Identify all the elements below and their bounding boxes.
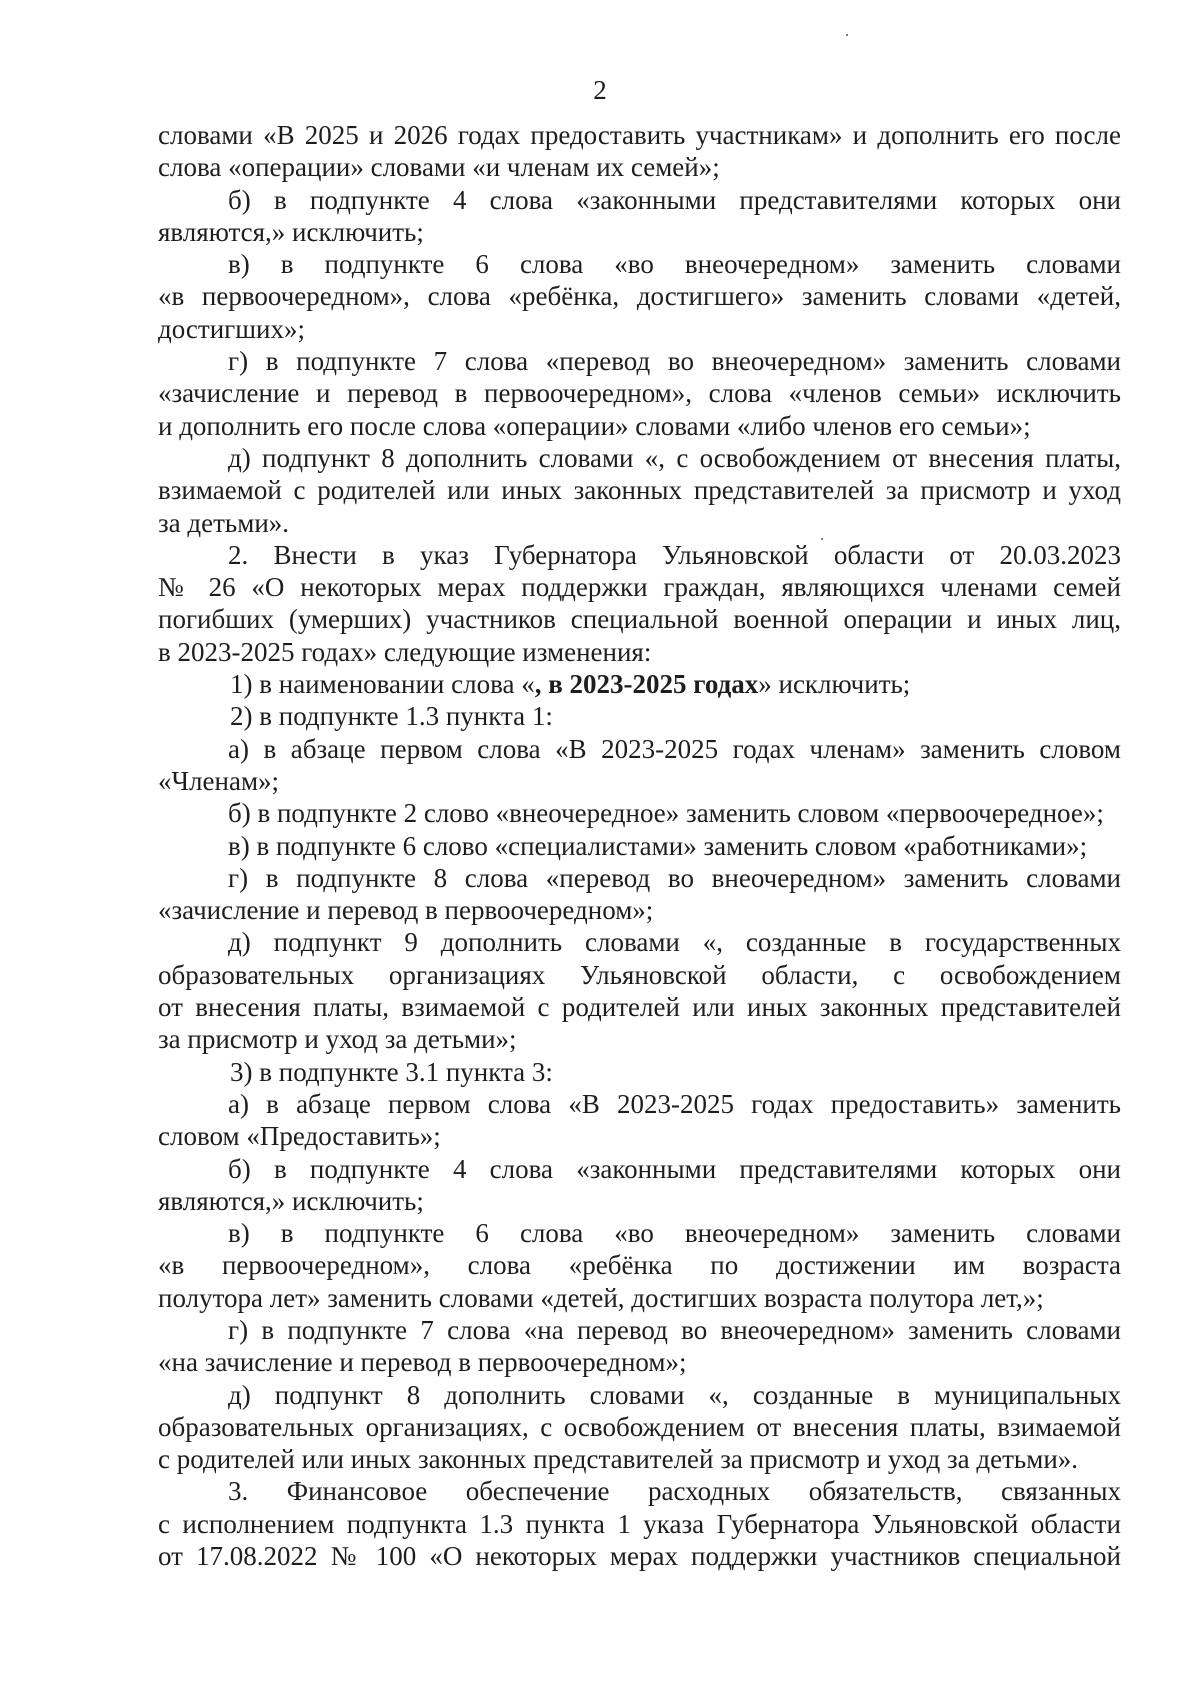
text-line: «Членам»; [158, 765, 280, 796]
text-line: б) в подпункте 2 слово «внеочередное» заменить словом «первоочередное»; [228, 798, 1104, 829]
text-line: слова «операции» словами «и членам их семей»; [158, 152, 720, 183]
text-line: а) в абзаце первом слова «В 2023-2025 годах членам» заменить словом [228, 733, 1121, 764]
text-line: 2) в подпункте 1.3 пункта 1: [230, 701, 553, 732]
text-line: д) подпункт 9 дополнить словами «, созданные в государственных [228, 927, 1121, 958]
text-line: погибших (умерших) участников специальной военной операции и иных лиц, [158, 604, 1121, 635]
text-line: 2. Внести в указ Губернатора Ульяновской области от 20.03.2023 [228, 539, 1121, 570]
text-line: в 2023-2025 годах» следующие изменения: [158, 636, 652, 667]
text-line: 3) в подпункте 3.1 пункта 3: [230, 1056, 553, 1087]
text-line: с родителей или иных законных представителей за присмотр и уход за детьми». [158, 1444, 1079, 1475]
text-line: 3. Финансовое обеспечение расходных обязательств, связанных [228, 1476, 1121, 1507]
page-number: 2 [593, 75, 607, 105]
text-line: словами «В 2025 и 2026 годах предоставить участникам» и дополнить его после [158, 120, 1121, 150]
text-line: образовательных организациях Ульяновской области, с освобождением [158, 959, 1121, 990]
text-line: г) в подпункте 7 слова «перевод во внеочередном» заменить словами [228, 346, 1121, 377]
text-line: «зачисление и перевод в первоочередном»; [158, 895, 654, 926]
text-line: являются,» исключить; [158, 216, 424, 247]
text-fragment: 1) в наименовании слова « [230, 669, 535, 700]
text-line: с исполнением подпункта 1.3 пункта 1 указа Губернатора Ульяновской области [158, 1508, 1121, 1539]
text-line [158, 668, 1121, 700]
text-line: от 17.08.2022 № 100 «О некоторых мерах поддержки участников специальной [158, 1541, 1121, 1572]
text-line: и дополнить его после слова «операции» словами «либо членов его семьи»; [158, 410, 1031, 441]
text-line: «зачисление и перевод в первоочередном», слова «членов семьи» исключить [158, 378, 1121, 409]
text-line: являются,» исключить; [158, 1185, 424, 1216]
text-fragment: » исключить; [758, 669, 911, 700]
text-line: б) в подпункте 4 слова «законными представителями которых они [228, 1153, 1121, 1184]
text-line: за присмотр и уход за детьми»; [158, 1024, 517, 1055]
text-line: д) подпункт 8 дополнить словами «, с освобождением от внесения платы, [228, 442, 1121, 473]
text-line: «на зачисление и перевод в первоочередном»; [158, 1347, 687, 1378]
text-line: от внесения платы, взимаемой с родителей или иных законных представителей [158, 992, 1121, 1023]
text-line: д) подпункт 8 дополнить словами «, созданные в муниципальных [228, 1379, 1121, 1410]
text-line: № 26 «О некоторых мерах поддержки граждан, являющихся членами семей [158, 572, 1121, 603]
scan-speck [846, 34, 848, 36]
text-line: «в первоочередном», слова «ребёнка по достижении им возраста [158, 1250, 1121, 1281]
text-line: г) в подпункте 8 слова «перевод во внеочередном» заменить словами [228, 862, 1121, 893]
bold-fragment: , в 2023-2025 годах [534, 669, 759, 700]
text-line: «в первоочередном», слова «ребёнка, достигшего» заменить словами «детей, [158, 281, 1121, 312]
text-line: достигших»; [158, 313, 305, 344]
text-line: а) в абзаце первом слова «В 2023-2025 годах предоставить» заменить [228, 1088, 1121, 1119]
text-line: взимаемой с родителей или иных законных представителей за присмотр и уход [158, 475, 1121, 506]
document-body [158, 119, 1121, 1572]
text-line: б) в подпункте 4 слова «законными представителями которых они [228, 184, 1121, 215]
text-line: за детьми». [158, 507, 290, 538]
text-line: образовательных организациях, с освобождением от внесения платы, взимаемой [158, 1411, 1121, 1442]
text-line: словом «Предоставить»; [158, 1121, 441, 1152]
text-line: в) в подпункте 6 слова «во внеочередном» заменить словами [228, 249, 1121, 280]
text-line: в) в подпункте 6 слово «специалистами» заменить словом «работниками»; [228, 830, 1088, 861]
text-line: в) в подпункте 6 слова «во внеочередном» заменить словами [228, 1218, 1121, 1249]
text-line: г) в подпункте 7 слова «на перевод во внеочередном» заменить словами [228, 1314, 1121, 1345]
text-line: полутора лет» заменить словами «детей, достигших возраста полутора лет,»; [158, 1282, 1044, 1313]
